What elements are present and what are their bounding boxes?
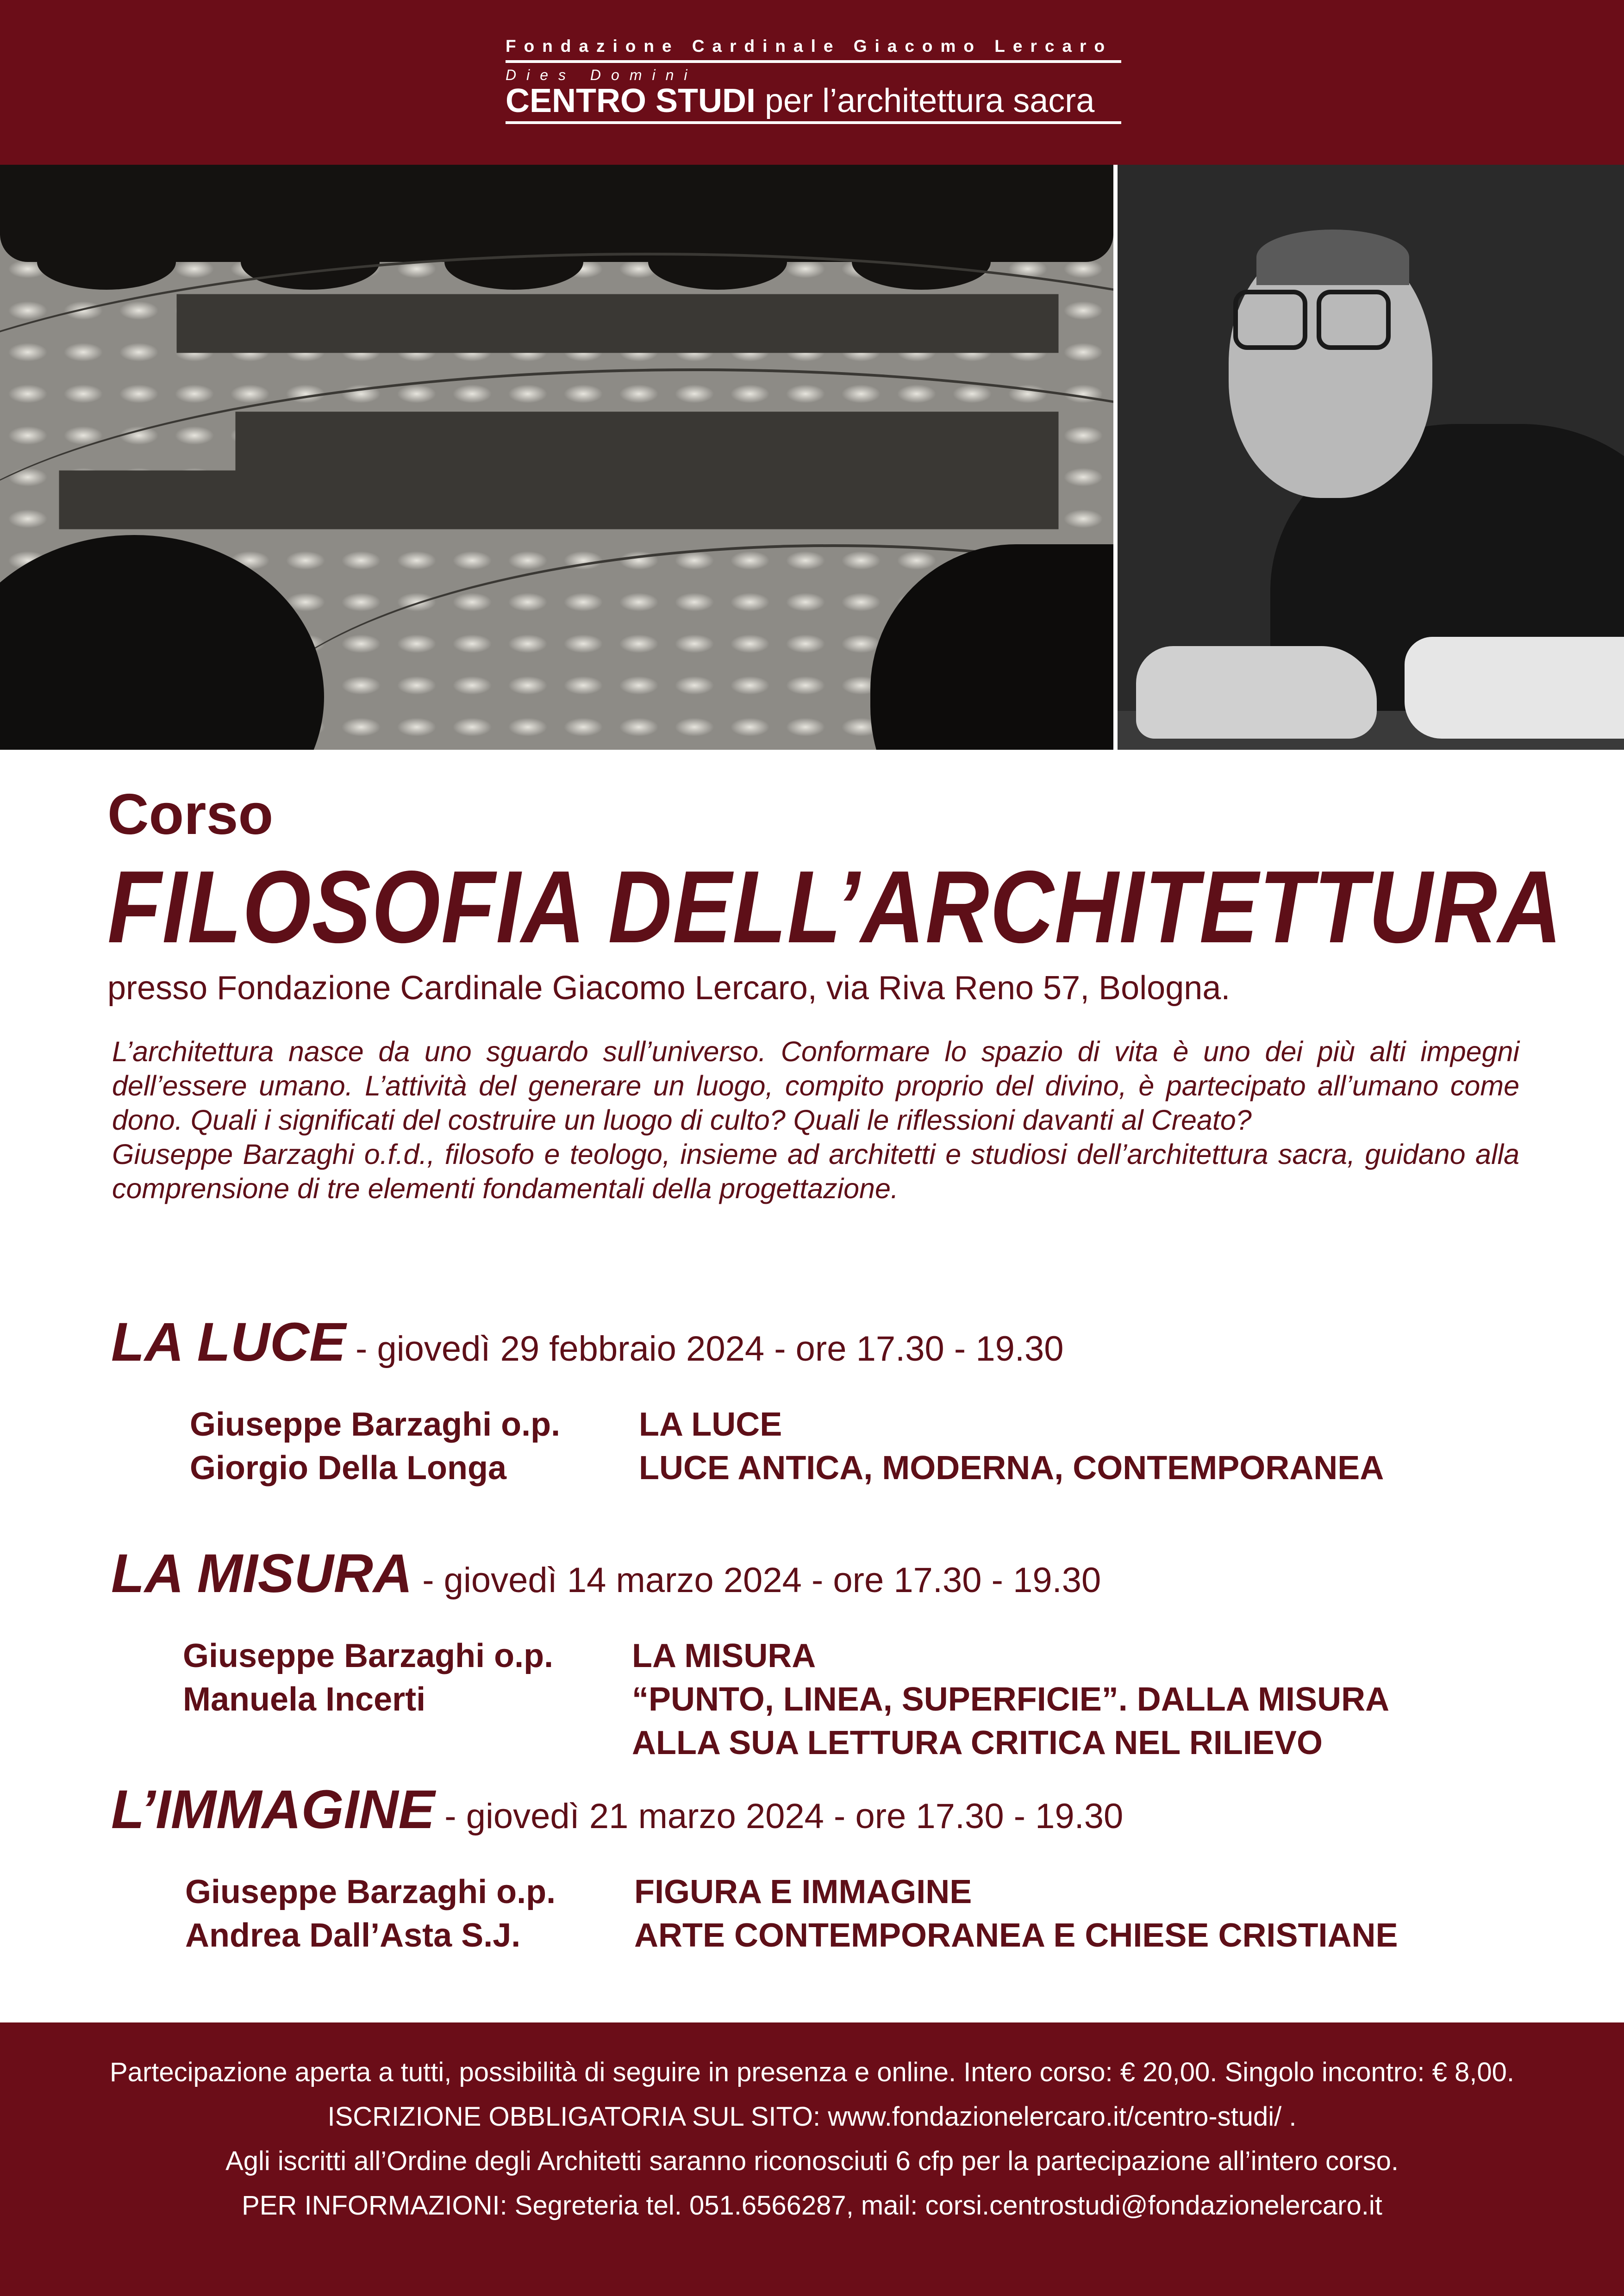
session-talks <box>190 1403 1546 1490</box>
talk-speaker: Andrea Dall’Asta S.J. <box>185 1917 521 1954</box>
session-talks <box>185 1870 1546 1957</box>
talk-topic: FIGURA E IMMAGINE <box>634 1873 972 1910</box>
session-header <box>111 1539 1546 1625</box>
talk-row <box>190 1446 1546 1490</box>
portrait-photo <box>1118 165 1624 750</box>
header-centre-rest: per l’architettura sacra <box>756 82 1095 119</box>
footer-lines <box>0 2022 1624 2228</box>
session-l-immagine <box>111 1775 1546 1957</box>
session-date: - giovedì 14 marzo 2024 - ore 17.30 - 19.30 <box>412 1561 1101 1600</box>
talk-row <box>183 1634 1546 1678</box>
header-centre-name <box>506 82 1121 124</box>
talk-topic: LUCE ANTICA, MODERNA, CONTEMPORANEA <box>639 1450 1384 1487</box>
course-title: FILOSOFIA DELL’ARCHITETTURA <box>107 850 1563 964</box>
header-banner <box>0 0 1624 165</box>
footer-contacts: PER INFORMAZIONI: Segreteria tel. 051.6566287, mail: corsi.centrostudi@fondazionelercaro.it <box>242 2190 1382 2221</box>
portrait-hair <box>1256 230 1409 285</box>
talk-speaker: Giuseppe Barzaghi o.p. <box>190 1406 561 1443</box>
footer-credits: Agli iscritti all’Ordine degli Architetti saranno riconosciuti 6 cfp per la partecipazione all’intero corso. <box>225 2146 1399 2176</box>
talk-topic: “PUNTO, LINEA, SUPERFICIE”. DALLA MISURA ALLA SUA LETTURA CRITICA NEL RILIEVO <box>632 1681 1390 1761</box>
course-venue: presso Fondazione Cardinale Giacomo Lercaro, via Riva Reno 57, Bologna. <box>107 970 1230 1007</box>
session-title: LA LUCE <box>111 1312 346 1373</box>
portrait-glasses-left <box>1233 290 1307 350</box>
session-title: L’IMMAGINE <box>111 1779 435 1840</box>
talk-speaker: Manuela Incerti <box>183 1681 426 1718</box>
course-description <box>112 1034 1519 1206</box>
description-paragraph: L’architettura nasce da uno sguardo sull’universo. Conformare lo spazio di vita è uno dei più alti impegni dell’essere umano. L’attività del generare un luogo, compito proprio del divino, è partecipato all’umano come dono. Quali i significati del costruire un luogo di culto? Quali le riflessioni davanti al Creato? <box>112 1036 1519 1136</box>
talk-speaker: Giuseppe Barzaghi o.p. <box>183 1637 554 1674</box>
course-label: Corso <box>107 783 274 846</box>
session-header <box>111 1307 1546 1394</box>
description-paragraph: Giuseppe Barzaghi o.f.d., filosofo e teologo, insieme ad architetti e studiosi dell’architettura sacra, guidano alla comprensione di tre elementi fondamentali della progettazione. <box>112 1139 1519 1204</box>
portrait-glasses-right <box>1317 290 1391 350</box>
header-org-name: Fondazione Cardinale Giacomo Lercaro <box>506 37 1121 63</box>
talk-speaker: Giorgio Della Longa <box>190 1450 507 1487</box>
footer-registration: ISCRIZIONE OBBLIGATORIA SUL SITO: www.fondazionelercaro.it/centro-studi/ . <box>327 2102 1297 2132</box>
photo-strip <box>0 165 1624 750</box>
talk-row <box>190 1403 1546 1446</box>
talk-topic: LA LUCE <box>639 1406 782 1443</box>
curtain-scallop <box>37 234 176 290</box>
portrait-hand <box>1136 646 1377 739</box>
session-date: - giovedì 21 marzo 2024 - ore 17.30 - 19.30 <box>435 1797 1124 1836</box>
talk-topic: ARTE CONTEMPORANEA E CHIESE CRISTIANE <box>634 1917 1398 1954</box>
light-pattern-photo <box>0 165 1113 750</box>
header-centre-bold: CENTRO STUDI <box>506 82 756 119</box>
talk-speaker: Giuseppe Barzaghi o.p. <box>185 1873 556 1910</box>
header-logo <box>506 37 1121 124</box>
session-header <box>111 1775 1546 1861</box>
session-date: - giovedì 29 febbraio 2024 - ore 17.30 - 19.30 <box>345 1329 1064 1369</box>
footer-participation: Partecipazione aperta a tutti, possibilità di seguire in presenza e online. Intero corso: € 20,00. Singolo incontro: € 8,00. <box>110 2057 1514 2087</box>
portrait-sleeve <box>1405 637 1624 739</box>
talk-row <box>185 1914 1546 1957</box>
session-la-misura <box>111 1539 1546 1765</box>
session-title: LA MISURA <box>111 1543 413 1604</box>
talk-row <box>183 1678 1546 1765</box>
footer-info <box>0 2022 1624 2296</box>
session-la-luce <box>111 1307 1546 1490</box>
session-talks <box>183 1634 1546 1765</box>
header-subtitle: Dies Domini <box>506 67 698 83</box>
talk-row <box>185 1870 1546 1914</box>
talk-topic: LA MISURA <box>632 1637 816 1674</box>
